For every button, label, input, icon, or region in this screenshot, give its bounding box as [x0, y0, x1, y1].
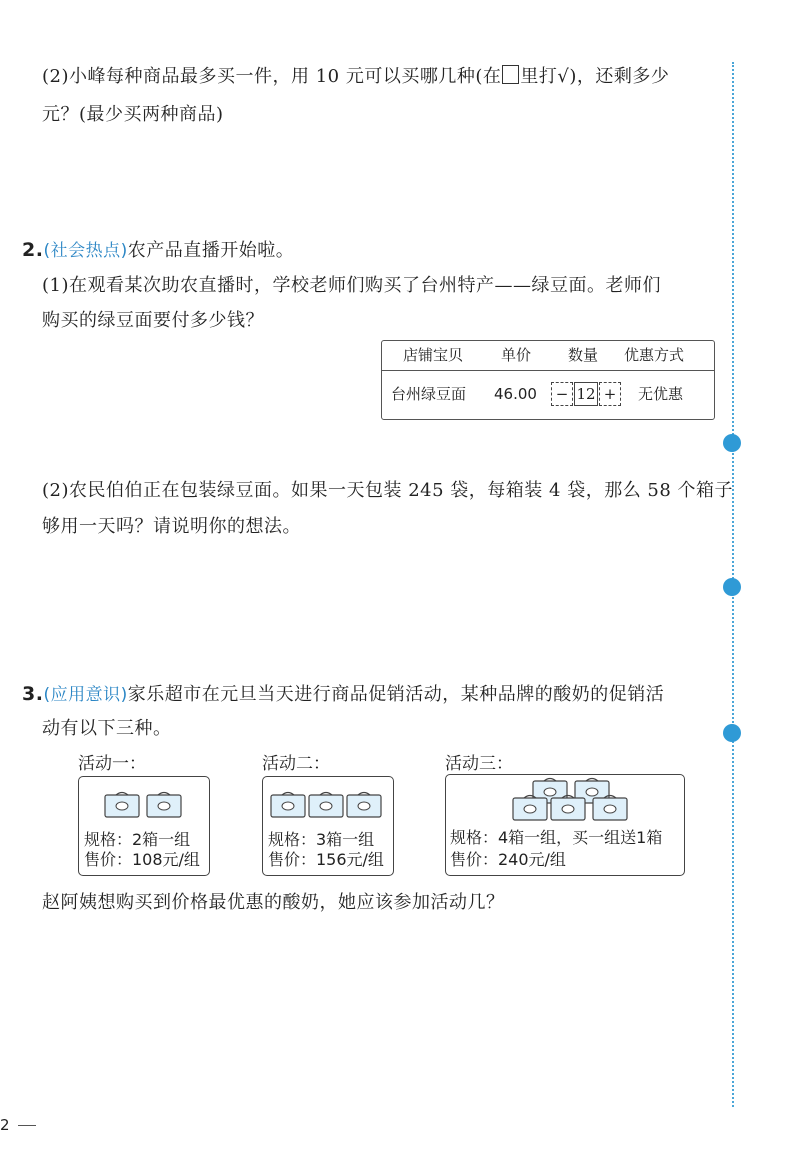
q2-part2-line1: (2)农民伯伯正在包装绿豆面。如果一天包装 245 袋，每箱装 4 袋，那么 58 个箱子	[42, 480, 734, 501]
yogurt-box-icon	[512, 793, 548, 821]
activity3-price: 售价：240元/组	[450, 850, 566, 869]
yogurt-box-icon	[104, 790, 140, 818]
q3-line2: 动有以下三种。	[42, 718, 172, 739]
topic-tag: (社会热点)	[43, 241, 128, 261]
yogurt-box-icon	[270, 790, 306, 818]
activity2-label: 活动二：	[262, 754, 330, 774]
qty-minus-button[interactable]: −	[551, 382, 573, 406]
q1-part2-line2: 元？(最少买两种商品)	[42, 104, 224, 125]
topic-tag: (应用意识)	[43, 685, 128, 705]
q2-part2-line2: 够用一天吗？请说明你的想法。	[42, 516, 301, 537]
margin-dot-icon	[723, 578, 741, 596]
q2-title-line	[22, 237, 294, 264]
page-number: 2	[0, 1116, 36, 1134]
qty-plus-button[interactable]: +	[599, 382, 621, 406]
table-item-price: 46.00	[494, 385, 537, 403]
margin-dot-icon	[723, 724, 741, 742]
yogurt-box-icon	[592, 793, 628, 821]
margin-dot-icon	[723, 434, 741, 452]
yogurt-box-icon	[346, 790, 382, 818]
q3-title-line	[22, 681, 664, 708]
table-header-discount: 优惠方式	[624, 346, 685, 364]
question-number: 3.	[22, 683, 44, 705]
activity3-spec: 规格：4箱一组，买一组送1箱	[450, 828, 663, 847]
activity1-price: 售价：108元/组	[84, 850, 200, 869]
table-divider	[382, 370, 714, 371]
q1-part2-line1: (2)小峰每种商品最多买一件，用 10 元可以买哪几种(在 里打√)，还剩多少	[42, 66, 670, 87]
table-header-price: 单价	[501, 346, 532, 364]
question-text: 家乐超市在元旦当天进行商品促销活动，某种品牌的酸奶的促销活	[127, 684, 665, 705]
table-item-discount: 无优惠	[638, 385, 684, 403]
activity2-spec: 规格：3箱一组	[268, 830, 375, 849]
activity1-spec: 规格：2箱一组	[84, 830, 191, 849]
yogurt-box-icon	[146, 790, 182, 818]
activity3-label: 活动三：	[445, 754, 513, 774]
question-title: 农产品直播开始啦。	[127, 240, 295, 261]
q2-part1-line2: 购买的绿豆面要付多少钱？	[42, 310, 264, 331]
yogurt-box-icon	[308, 790, 344, 818]
table-item-name: 台州绿豆面	[391, 385, 467, 403]
qty-value: 12	[574, 382, 598, 406]
activity2-price: 售价：156元/组	[268, 850, 384, 869]
checkbox-icon	[502, 65, 519, 84]
yogurt-box-icon	[550, 793, 586, 821]
activity1-label: 活动一：	[78, 754, 146, 774]
table-header-item: 店铺宝贝	[403, 346, 464, 364]
q2-part1-line1: (1)在观看某次助农直播时，学校老师们购买了台州特产——绿豆面。老师们	[42, 275, 661, 296]
table-header-qty: 数量	[568, 346, 599, 364]
question-number: 2.	[22, 239, 44, 261]
q3-question: 赵阿姨想购买到价格最优惠的酸奶，她应该参加活动几？	[42, 892, 505, 913]
